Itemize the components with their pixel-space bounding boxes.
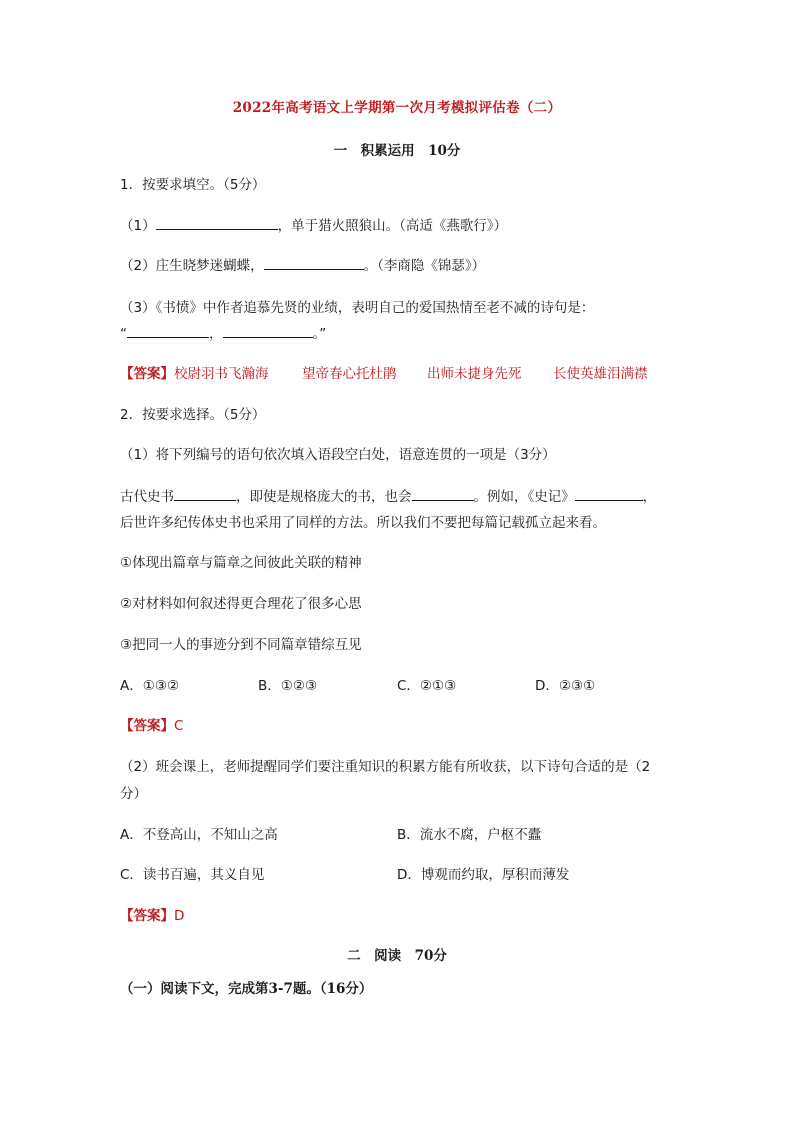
passage-blank [174,488,236,501]
answer-label: 【答案】 [120,718,174,734]
answer-label: 【答案】 [120,366,174,382]
passage-line-1 [120,485,656,505]
quote-close: 。” [312,326,327,342]
sentence-item: ②对材料如何叙述得更合理花了很多心思 [120,596,362,612]
part-number: （1） [120,218,156,234]
quote-open: “ [120,326,127,342]
answer-label: 【答案】 [120,908,174,924]
section-heading-1: 一 积累运用 10分 [333,143,461,159]
answer-value: C [174,718,184,734]
answer-item: 校尉羽书飞瀚海 [174,366,269,382]
passage-blank [575,488,643,501]
passage-line-2: 后世许多纪传体史书也采用了同样的方法。所以我们不要把每篇记载孤立起来看。 [120,515,606,531]
question-2-sub-1-answer [120,714,183,734]
reading-part-1-heading: （一）阅读下文，完成第3-7题。（16分） [120,981,373,997]
option-d[interactable]: D．博观而约取，厚积而薄发 [397,867,570,883]
answer-blank[interactable] [223,325,313,338]
answer-blank[interactable] [127,325,209,338]
question-2-stem: 2．按要求选择。（5分） [120,407,266,423]
question-2-sub-2-stem-cont: 分） [120,786,147,802]
part-text: 。（李商隐《锦瑟》） [363,258,486,274]
passage-text: ， [642,489,657,505]
sentence-item: ①体现出篇章与篇章之间彼此关联的精神 [120,555,362,571]
option-b[interactable]: B．流水不腐，户枢不蠹 [397,827,542,843]
option-d[interactable]: D．②③① [535,678,596,694]
question-1-part-1 [120,214,507,234]
question-1-part-2 [120,254,485,274]
section-heading-2: 二 阅读 70分 [347,948,447,964]
option-c[interactable]: C．②①③ [397,678,457,694]
page-title: 2022年高考语文上学期第一次月考模拟评估卷（二） [232,100,562,116]
answer-item: 望帝春心托杜鹃 [302,366,397,382]
question-2-sub-2-answer [120,904,184,924]
part-text: （2）庄生晓梦迷蝴蝶， [120,258,264,274]
comma: ， [209,326,223,342]
passage-text: 古代史书 [120,489,174,505]
question-1-part-3-blanks [120,322,326,342]
sentence-item: ③把同一人的事迹分到不同篇章错综互见 [120,637,362,653]
passage-text: 。例如，《史记》 [473,489,575,505]
part-text: ，单于猎火照狼山。（高适《燕歌行》） [277,218,508,234]
answer-item: 出师未捷身先死 [427,366,522,382]
option-a[interactable]: A．①③② [120,678,180,694]
option-b[interactable]: B．①②③ [258,678,318,694]
question-2-sub-2-stem: （2）班会课上，老师提醒同学们要注重知识的积累方能有所收获，以下诗句合适的是（2 [120,759,651,775]
option-a[interactable]: A．不登高山，不知山之高 [120,827,278,843]
question-1-answer [120,362,269,382]
answer-value: D [174,908,185,924]
answer-blank[interactable] [156,217,278,230]
question-2-sub-1-stem: （1）将下列编号的语句依次填入语段空白处，语意连贯的一项是（3分） [120,447,556,463]
option-c[interactable]: C．读书百遍，其义自见 [120,867,265,883]
passage-blank [412,488,474,501]
passage-text: ，即使是规格庞大的书，也会 [236,489,412,505]
question-1-stem: 1．按要求填空。（5分） [120,177,266,193]
answer-item: 长使英雄泪满襟 [553,366,648,382]
answer-blank[interactable] [264,257,364,270]
question-1-part-3: （3）《书愤》中作者追慕先贤的业绩，表明自己的爱国热情至老不减的诗句是： [120,300,595,316]
